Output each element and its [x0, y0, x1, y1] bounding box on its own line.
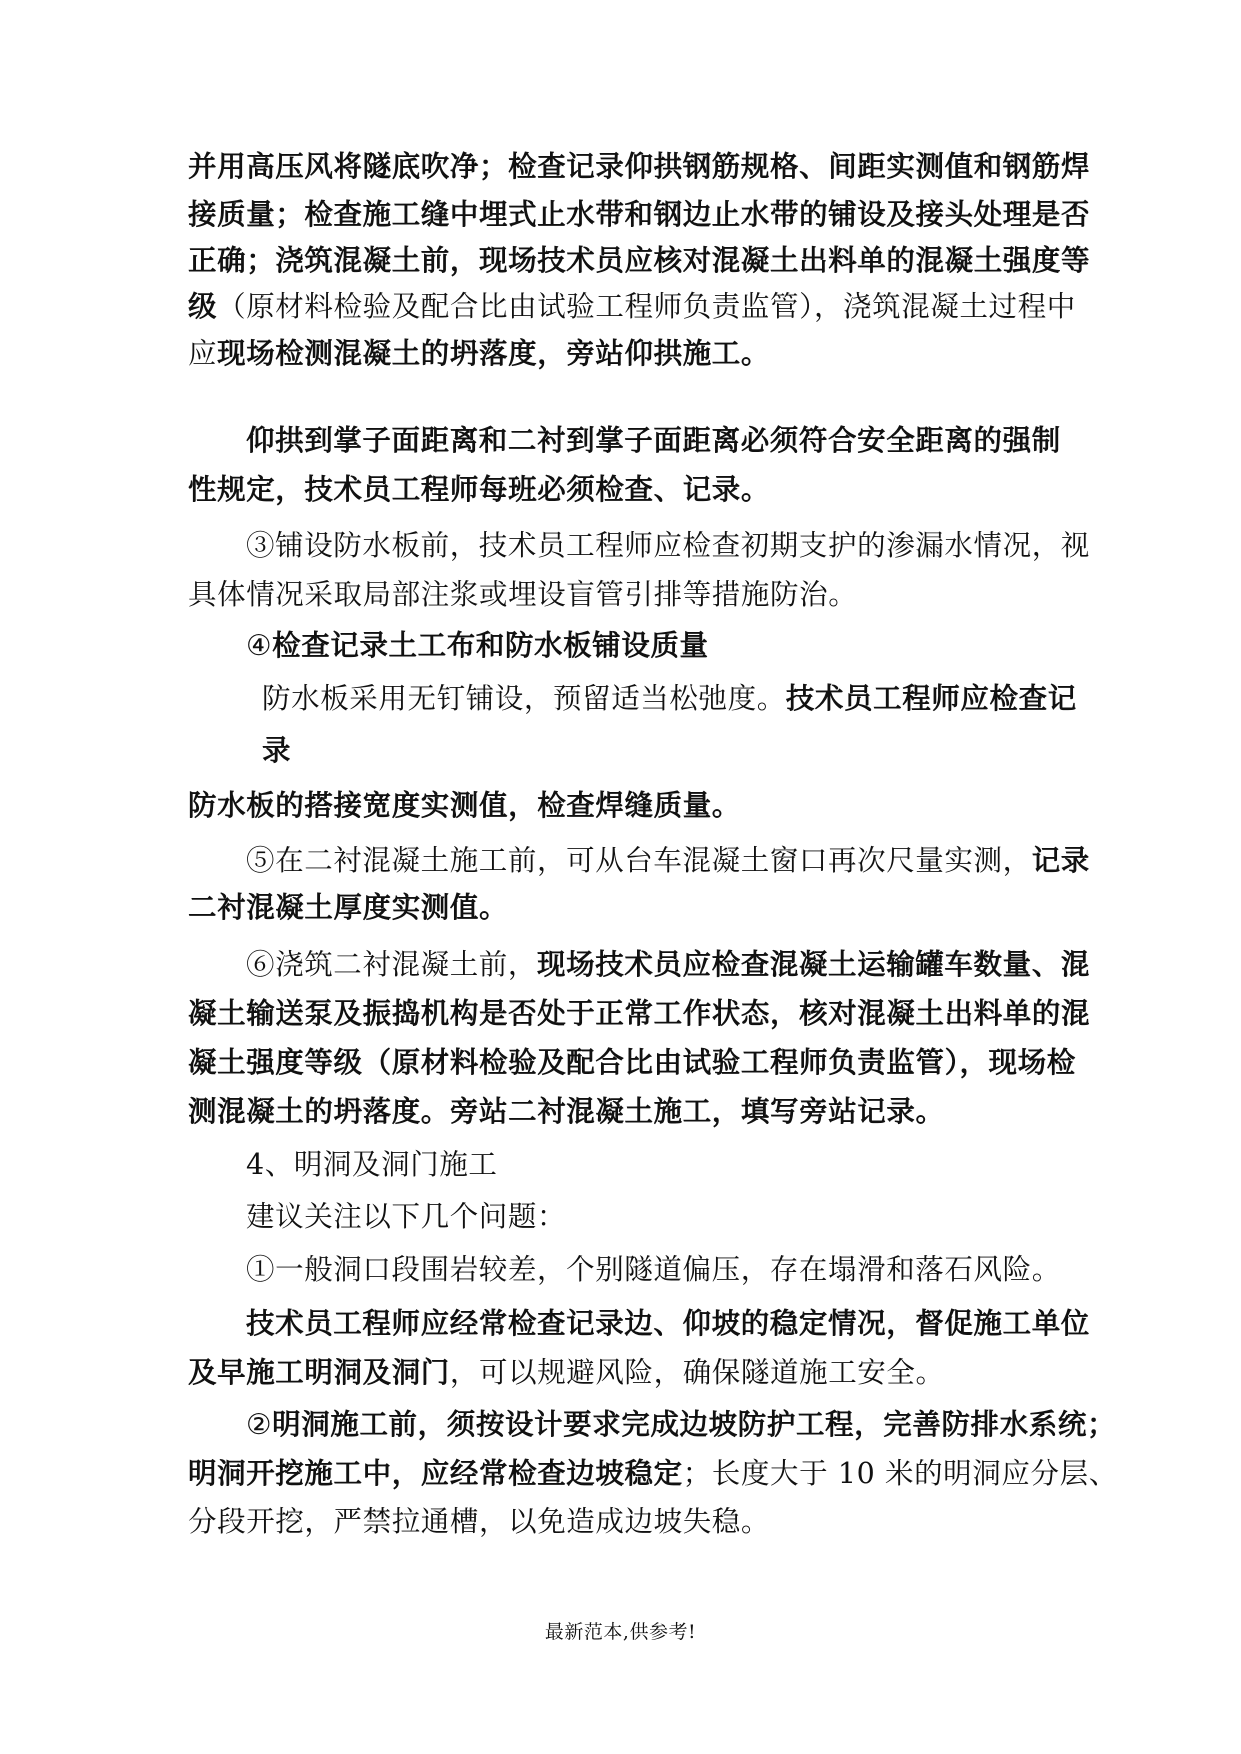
text-segment: ，可以规避风险，确保隧道施工安全。 — [449, 1356, 945, 1389]
text-segment: 凝土强度等级（原材料检验及配合比由试验工程师负责监管），现场检 — [188, 1045, 1076, 1079]
text-segment: ② — [246, 1408, 273, 1441]
text-line — [246, 625, 1146, 665]
text-line — [188, 575, 1088, 615]
text-line — [246, 420, 1146, 460]
text-segment: ③铺设防水板前，技术员工程师应检查初期支护的渗漏水情况，视 — [246, 529, 1090, 562]
text-line — [188, 333, 1088, 373]
text-segment: 正确；浇筑混凝土前，现场技术员应核对混凝土出料单的混凝土强度等 — [188, 243, 1091, 277]
text-line — [188, 785, 1088, 825]
text-line — [188, 286, 1088, 326]
text-segment: 技术员工程师应检查记 — [785, 681, 1077, 715]
text-line — [188, 240, 1091, 280]
text-segment: 分段开挖，严禁拉通槽，以免造成边坡失稳。 — [188, 1505, 771, 1538]
text-line — [188, 1091, 1088, 1131]
text-line — [188, 887, 1088, 927]
text-segment: ⑤在二衬混凝土施工前，可从台车混凝土窗口再次尺量实测， — [246, 844, 1032, 877]
text-segment: 检查记录土工布和防水板铺设质量 — [272, 628, 709, 662]
text-segment: ①一般洞口段围岩较差，个别隧道偏压，存在塌滑和落石风险。 — [246, 1253, 1061, 1286]
text-line — [246, 1303, 1146, 1343]
text-line — [188, 1453, 1118, 1493]
text-segment: ；长度大于 10 米的明洞应分层、 — [682, 1457, 1118, 1490]
text-segment: 应 — [188, 337, 218, 370]
text-segment: 接质量；检查施工缝中埋式止水带和钢边止水带的铺设及接头处理是否 — [188, 197, 1091, 231]
text-segment: 防水板采用无钉铺设，预留适当松弛度。 — [262, 682, 786, 715]
text-line — [262, 730, 1162, 770]
text-segment: （原材料检验及配合比由试验工程师负责监管），浇筑混凝土过程中 — [217, 290, 1076, 323]
text-line — [188, 1502, 1088, 1542]
text-line — [188, 1352, 1088, 1392]
text-line — [188, 1042, 1088, 1082]
text-segment: 建议关注以下几个问题： — [246, 1200, 567, 1233]
text-segment: 明洞开挖施工中，应经常检查边坡稳定 — [188, 1456, 683, 1490]
text-segment: 测混凝土的坍落度。旁站二衬混凝土施工，填写旁站记录。 — [188, 1094, 945, 1128]
text-segment: 现场检测混凝土的坍落度，旁站仰拱施工。 — [217, 336, 771, 370]
text-segment: 级 — [188, 289, 218, 323]
page-footer: 最新范本,供参考! — [544, 1621, 697, 1643]
text-line — [188, 469, 1088, 509]
text-line — [246, 840, 1146, 880]
text-segment: 性规定，技术员工程师每班必须检查、记录。 — [188, 472, 771, 506]
text-segment: 技术员工程师应经常检查记录边、仰坡的稳定情况，督促施工单位 — [246, 1306, 1090, 1340]
text-segment: 并用高压风将隧底吹净；检查记录仰拱钢筋规格、间距实测值和钢筋焊 — [188, 149, 1091, 183]
text-line — [246, 1404, 1146, 1444]
text-line — [246, 1250, 1146, 1290]
text-segment: ⑥浇筑二衬混凝土前， — [246, 948, 538, 981]
text-segment: 记录 — [1031, 843, 1090, 877]
text-segment: 防水板的搭接宽度实测值，检查焊缝质量。 — [188, 788, 741, 822]
text-line — [246, 526, 1146, 566]
text-line — [246, 1145, 1146, 1185]
text-line — [188, 993, 1091, 1033]
text-line — [262, 678, 1162, 718]
text-segment: 明洞施工前，须按设计要求完成边坡防护工程，完善防排水系统； — [272, 1407, 1117, 1441]
text-segment: 凝土输送泵及振捣机构是否处于正常工作状态，核对混凝土出料单的混 — [188, 996, 1091, 1030]
text-segment: 录 — [262, 733, 292, 767]
text-segment: 及早施工明洞及洞门 — [188, 1355, 450, 1389]
text-segment: 具体情况采取局部注浆或埋设盲管引排等措施防治。 — [188, 578, 858, 611]
text-segment: ④ — [246, 629, 273, 662]
text-line — [246, 944, 1146, 984]
text-segment: 现场技术员应检查混凝土运输罐车数量、混 — [537, 947, 1090, 981]
text-segment: 仰拱到掌子面距离和二衬到掌子面距离必须符合安全距离的强制 — [246, 423, 1061, 457]
text-line — [246, 1197, 1146, 1237]
text-segment: 二衬混凝土厚度实测值。 — [188, 890, 509, 924]
text-segment: 4、明洞及洞门施工 — [246, 1148, 498, 1181]
text-line — [188, 146, 1091, 186]
text-line — [188, 194, 1091, 234]
